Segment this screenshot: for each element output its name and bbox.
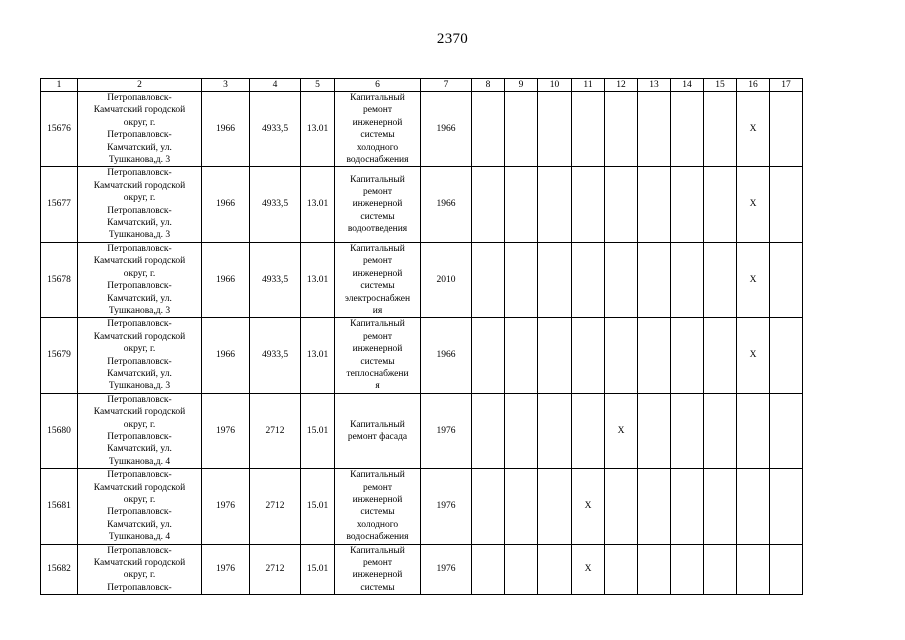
period-mark-cell-13 [638,544,671,595]
year-cell: 1976 [421,469,472,544]
period-mark-cell-10 [538,393,572,468]
period-mark-cell-12: X [605,393,638,468]
year-cell: 1966 [421,318,472,393]
year-built-cell: 1966 [202,167,250,242]
year-cell: 2010 [421,242,472,317]
period-mark-cell-10 [538,318,572,393]
table-row [41,167,803,242]
period-mark-cell-16: X [737,242,770,317]
period-mark-cell-14 [671,469,704,544]
address-cell: Петропавловск- Камчатский городской округ, г. Петропавловск- Камчатский, ул. Тушканова,д. 3 [78,318,202,393]
period-mark-cell-17 [770,242,803,317]
period-mark-cell-11: X [572,544,605,595]
period-mark-cell-9 [505,544,538,595]
row-id-cell: 15677 [41,167,78,242]
address-cell: Петропавловск- Камчатский городской округ, г. Петропавловск- Камчатский, ул. Тушканова,д. 4 [78,393,202,468]
period-mark-cell-11 [572,393,605,468]
period-mark-cell-9 [505,92,538,167]
period-mark-cell-15 [704,92,737,167]
table-header [41,79,803,92]
year-cell: 1976 [421,544,472,595]
page-number: 2370 [436,31,469,47]
column-header: 3 [202,79,250,92]
row-id-cell: 15679 [41,318,78,393]
row-id-cell: 15682 [41,544,78,595]
table-row [41,544,803,595]
period-mark-cell-17 [770,318,803,393]
area-cell: 2712 [250,469,301,544]
period-mark-cell-8 [472,92,505,167]
column-header: 2 [78,79,202,92]
code-cell: 13.01 [301,167,335,242]
column-header: 6 [335,79,421,92]
column-header: 16 [737,79,770,92]
work-type-cell: Капитальный ремонт инженерной системы электроснабжен ия [335,242,421,317]
period-mark-cell-15 [704,544,737,595]
period-mark-cell-16 [737,469,770,544]
work-type-cell: Капитальный ремонт фасада [335,393,421,468]
period-mark-cell-10 [538,242,572,317]
period-mark-cell-17 [770,167,803,242]
area-cell: 4933,5 [250,167,301,242]
period-mark-cell-12 [605,167,638,242]
period-mark-cell-11 [572,167,605,242]
area-cell: 4933,5 [250,242,301,317]
period-mark-cell-13 [638,242,671,317]
period-mark-cell-9 [505,393,538,468]
period-mark-cell-8 [472,242,505,317]
column-header: 5 [301,79,335,92]
code-cell: 13.01 [301,242,335,317]
area-cell: 2712 [250,393,301,468]
period-mark-cell-15 [704,469,737,544]
row-id-cell: 15681 [41,469,78,544]
period-mark-cell-9 [505,318,538,393]
table-row [41,242,803,317]
period-mark-cell-11 [572,92,605,167]
period-mark-cell-16: X [737,167,770,242]
period-mark-cell-17 [770,393,803,468]
row-id-cell: 15680 [41,393,78,468]
column-header: 17 [770,79,803,92]
period-mark-cell-13 [638,393,671,468]
header-row [41,79,803,92]
work-type-cell: Капитальный ремонт инженерной системы теплоснабжени я [335,318,421,393]
year-built-cell: 1976 [202,393,250,468]
code-cell: 15.01 [301,393,335,468]
period-mark-cell-13 [638,167,671,242]
period-mark-cell-17 [770,469,803,544]
period-mark-cell-14 [671,167,704,242]
year-built-cell: 1976 [202,469,250,544]
row-id-cell: 15676 [41,92,78,167]
period-mark-cell-8 [472,167,505,242]
work-type-cell: Капитальный ремонт инженерной системы холодного водоснабжения [335,92,421,167]
period-mark-cell-12 [605,544,638,595]
column-header: 13 [638,79,671,92]
code-cell: 13.01 [301,318,335,393]
period-mark-cell-15 [704,242,737,317]
period-mark-cell-17 [770,92,803,167]
table-row [41,92,803,167]
column-header: 11 [572,79,605,92]
column-header: 10 [538,79,572,92]
period-mark-cell-12 [605,242,638,317]
period-mark-cell-14 [671,242,704,317]
table-row [41,318,803,393]
year-cell: 1966 [421,92,472,167]
table-row [41,393,803,468]
period-mark-cell-8 [472,469,505,544]
table-body [41,92,803,595]
period-mark-cell-12 [605,469,638,544]
column-header: 9 [505,79,538,92]
column-header: 4 [250,79,301,92]
column-header: 12 [605,79,638,92]
period-mark-cell-10 [538,92,572,167]
column-header: 15 [704,79,737,92]
year-built-cell: 1976 [202,544,250,595]
period-mark-cell-14 [671,318,704,393]
period-mark-cell-9 [505,242,538,317]
period-mark-cell-12 [605,92,638,167]
column-header: 8 [472,79,505,92]
area-cell: 2712 [250,544,301,595]
address-cell: Петропавловск- Камчатский городской округ, г. Петропавловск- Камчатский, ул. Тушканова,д. 3 [78,167,202,242]
period-mark-cell-11 [572,242,605,317]
column-header: 7 [421,79,472,92]
period-mark-cell-14 [671,544,704,595]
period-mark-cell-14 [671,393,704,468]
period-mark-cell-9 [505,469,538,544]
period-mark-cell-8 [472,393,505,468]
period-mark-cell-16 [737,544,770,595]
table-row [41,469,803,544]
year-cell: 1976 [421,393,472,468]
period-mark-cell-15 [704,393,737,468]
row-id-cell: 15678 [41,242,78,317]
period-mark-cell-16: X [737,318,770,393]
period-mark-cell-11 [572,318,605,393]
period-mark-cell-13 [638,469,671,544]
period-mark-cell-14 [671,92,704,167]
column-header: 14 [671,79,704,92]
address-cell: Петропавловск- Камчатский городской округ, г. Петропавловск- Камчатский, ул. Тушканова,д. 3 [78,242,202,317]
code-cell: 15.01 [301,469,335,544]
code-cell: 13.01 [301,92,335,167]
work-type-cell: Капитальный ремонт инженерной системы [335,544,421,595]
period-mark-cell-16: X [737,92,770,167]
period-mark-cell-10 [538,469,572,544]
period-mark-cell-8 [472,318,505,393]
period-mark-cell-11: X [572,469,605,544]
work-type-cell: Капитальный ремонт инженерной системы водоотведения [335,167,421,242]
year-built-cell: 1966 [202,242,250,317]
period-mark-cell-9 [505,167,538,242]
address-cell: Петропавловск- Камчатский городской округ, г. Петропавловск- Камчатский, ул. Тушканова,д. 3 [78,92,202,167]
period-mark-cell-16 [737,393,770,468]
area-cell: 4933,5 [250,92,301,167]
year-built-cell: 1966 [202,318,250,393]
period-mark-cell-12 [605,318,638,393]
period-mark-cell-13 [638,318,671,393]
period-mark-cell-15 [704,167,737,242]
code-cell: 15.01 [301,544,335,595]
address-cell: Петропавловск- Камчатский городской округ, г. Петропавловск- [78,544,202,595]
period-mark-cell-17 [770,544,803,595]
area-cell: 4933,5 [250,318,301,393]
registry-table [40,78,803,595]
year-built-cell: 1966 [202,92,250,167]
period-mark-cell-13 [638,92,671,167]
year-cell: 1966 [421,167,472,242]
period-mark-cell-10 [538,544,572,595]
work-type-cell: Капитальный ремонт инженерной системы холодного водоснабжения [335,469,421,544]
period-mark-cell-8 [472,544,505,595]
period-mark-cell-15 [704,318,737,393]
period-mark-cell-10 [538,167,572,242]
column-header: 1 [41,79,78,92]
address-cell: Петропавловск- Камчатский городской округ, г. Петропавловск- Камчатский, ул. Тушканова,д. 4 [78,469,202,544]
